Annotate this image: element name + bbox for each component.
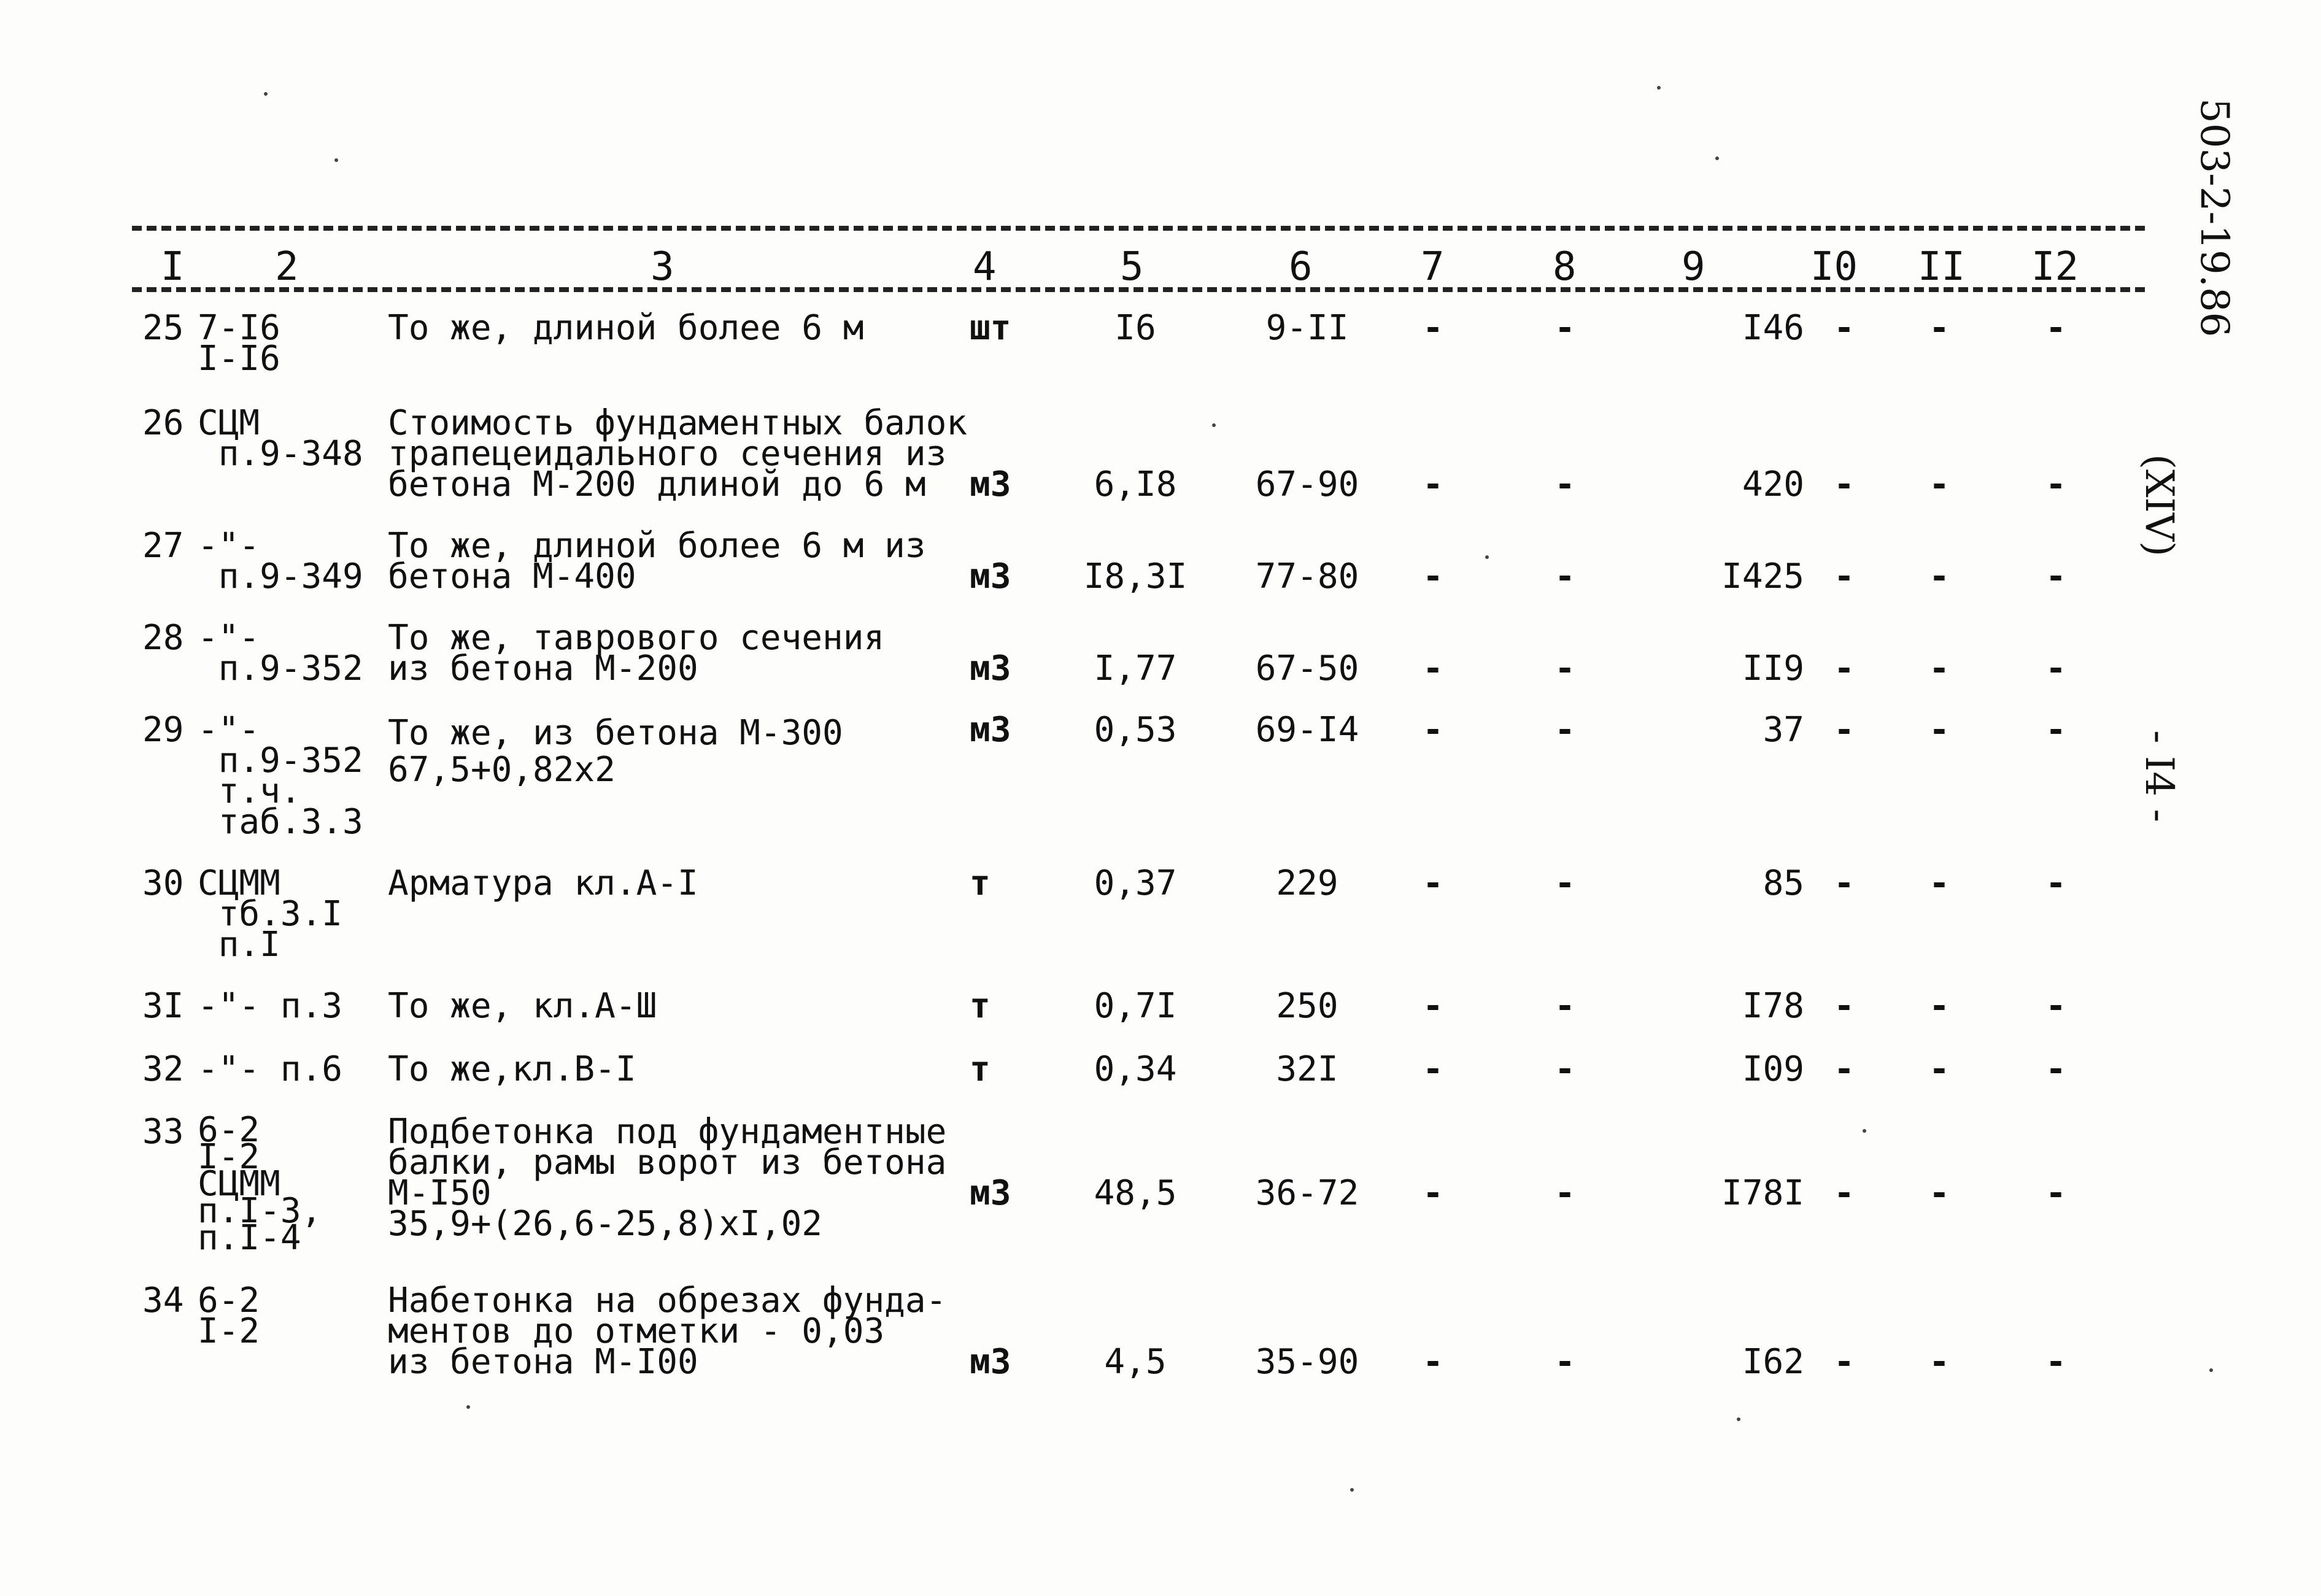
row-col7: - xyxy=(1423,1049,1443,1089)
row-col8: - xyxy=(1554,710,1575,750)
row-col12: - xyxy=(2045,649,2066,688)
row-number: 29 xyxy=(142,710,184,750)
row-col12: - xyxy=(2045,1342,2066,1382)
row-col12: - xyxy=(2045,863,2066,903)
row-col9: 85 xyxy=(1763,863,1804,903)
row-col8: - xyxy=(1554,1173,1575,1213)
col-header-2: 2 xyxy=(275,244,299,290)
row-col11: - xyxy=(1929,986,1950,1026)
row-col12: - xyxy=(2045,308,2066,348)
row-col11: - xyxy=(1929,1173,1950,1213)
scan-speck xyxy=(2209,1368,2213,1372)
row-quantity: I6 xyxy=(1114,308,1156,348)
row-col10: - xyxy=(1834,308,1855,348)
row-col7: - xyxy=(1423,557,1443,596)
row-description: То же, длиной более 6 м xyxy=(388,308,864,348)
row-number: 25 xyxy=(142,308,184,348)
row-col10: - xyxy=(1834,986,1855,1026)
table-top-rule xyxy=(132,226,2145,231)
row-col11: - xyxy=(1929,1049,1950,1089)
row-price: 229 xyxy=(1276,863,1338,903)
row-quantity: I,77 xyxy=(1094,649,1177,688)
row-code: -"- п.9-352 т.ч. таб.3.3 xyxy=(198,710,363,842)
row-code: -"- п.9-352 xyxy=(198,618,363,688)
scan-speck xyxy=(264,92,268,96)
row-unit: м3 xyxy=(970,710,1011,750)
row-price: 36-72 xyxy=(1255,1173,1359,1213)
scan-speck xyxy=(1350,1488,1354,1492)
row-col7: - xyxy=(1423,1173,1443,1213)
row-code: -"- п.9-349 xyxy=(198,526,363,596)
row-number: 32 xyxy=(142,1049,184,1089)
row-price: 69-I4 xyxy=(1255,710,1359,750)
row-col8: - xyxy=(1554,465,1575,504)
row-unit: шт xyxy=(970,308,1011,348)
row-col8: - xyxy=(1554,308,1575,348)
row-unit: м3 xyxy=(970,557,1011,596)
row-number: 26 xyxy=(142,403,184,443)
row-code: СЦМ п.9-348 xyxy=(198,403,363,474)
scan-speck xyxy=(1485,555,1489,559)
row-col7: - xyxy=(1423,863,1443,903)
row-quantity: 4,5 xyxy=(1104,1342,1167,1382)
row-col8: - xyxy=(1554,649,1575,688)
row-unit: т xyxy=(970,863,991,903)
margin-album-number: (XIV) xyxy=(2136,454,2182,557)
row-description: То же,кл.В-I xyxy=(388,1049,636,1089)
row-col7: - xyxy=(1423,465,1443,504)
scan-speck xyxy=(466,1405,470,1409)
row-code: -"- п.6 xyxy=(198,1049,343,1089)
row-col11: - xyxy=(1929,557,1950,596)
row-quantity: 0,53 xyxy=(1094,710,1177,750)
row-price: 32I xyxy=(1276,1049,1338,1089)
row-col9: 37 xyxy=(1763,710,1804,750)
row-description: То же, кл.А-Ш xyxy=(388,986,657,1026)
row-description: Набетонка на обрезах фунда- ментов до отметки - 0,03 из бетона М-I00 xyxy=(388,1281,947,1382)
row-description: То же, длиной более 6 м из бетона М-400 xyxy=(388,526,926,596)
col-header-4: 4 xyxy=(973,244,997,290)
row-unit: м3 xyxy=(970,465,1011,504)
row-col10: - xyxy=(1834,465,1855,504)
margin-page-number: - I4 - xyxy=(2136,730,2182,822)
col-header-10: I0 xyxy=(1810,244,1858,290)
col-header-7: 7 xyxy=(1421,244,1445,290)
row-col9: I46 xyxy=(1742,308,1804,348)
row-price: 250 xyxy=(1276,986,1338,1026)
scan-speck xyxy=(1212,423,1216,427)
row-col9: II9 xyxy=(1742,649,1804,688)
row-col11: - xyxy=(1929,1342,1950,1382)
row-col12: - xyxy=(2045,986,2066,1026)
row-col9: 420 xyxy=(1742,465,1804,504)
row-unit: м3 xyxy=(970,649,1011,688)
row-quantity: I8,3I xyxy=(1083,557,1188,596)
row-col8: - xyxy=(1554,557,1575,596)
row-description: Стоимость фундаментных балок трапецеидального сечения из бетона М-200 длиной до 6 м xyxy=(388,403,968,504)
col-header-9: 9 xyxy=(1682,244,1705,290)
row-col9: I425 xyxy=(1721,557,1804,596)
row-number: 34 xyxy=(142,1281,184,1320)
row-col10: - xyxy=(1834,557,1855,596)
row-unit: м3 xyxy=(970,1173,1011,1213)
row-code: -"- п.3 xyxy=(198,986,343,1026)
row-price: 67-90 xyxy=(1255,465,1359,504)
col-header-3: 3 xyxy=(651,244,674,290)
row-col9: I78 xyxy=(1742,986,1804,1026)
col-header-11: II xyxy=(1918,244,1966,290)
row-col11: - xyxy=(1929,308,1950,348)
row-price: 77-80 xyxy=(1255,557,1359,596)
row-col7: - xyxy=(1423,308,1443,348)
row-unit: м3 xyxy=(970,1342,1011,1382)
row-price: 35-90 xyxy=(1255,1342,1359,1382)
row-col10: - xyxy=(1834,710,1855,750)
row-number: 27 xyxy=(142,526,184,566)
row-code: 6-2 I-2 xyxy=(198,1281,260,1351)
col-header-6: 6 xyxy=(1289,244,1313,290)
row-col9: I78I xyxy=(1721,1173,1804,1213)
row-col9: I09 xyxy=(1742,1049,1804,1089)
row-col9: I62 xyxy=(1742,1342,1804,1382)
row-col12: - xyxy=(2045,557,2066,596)
row-col8: - xyxy=(1554,863,1575,903)
row-col7: - xyxy=(1423,710,1443,750)
row-col12: - xyxy=(2045,710,2066,750)
row-col11: - xyxy=(1929,649,1950,688)
row-unit: т xyxy=(970,1049,991,1089)
row-col10: - xyxy=(1834,649,1855,688)
col-header-12: I2 xyxy=(2031,244,2079,290)
col-header-1: I xyxy=(161,244,185,290)
row-number: 28 xyxy=(142,618,184,658)
row-quantity: 0,34 xyxy=(1094,1049,1177,1089)
row-col11: - xyxy=(1929,710,1950,750)
row-code: СЦММ тб.3.I п.I xyxy=(198,863,343,965)
scan-speck xyxy=(334,158,338,162)
row-price: 67-50 xyxy=(1255,649,1359,688)
row-col10: - xyxy=(1834,1173,1855,1213)
row-number: 33 xyxy=(142,1112,184,1152)
row-price: 9-II xyxy=(1265,308,1349,348)
row-number: 3I xyxy=(142,986,184,1026)
header-bottom-rule xyxy=(132,287,2145,292)
row-col8: - xyxy=(1554,1342,1575,1382)
col-header-5: 5 xyxy=(1120,244,1144,290)
row-quantity: 6,I8 xyxy=(1094,465,1177,504)
row-col10: - xyxy=(1834,863,1855,903)
row-col7: - xyxy=(1423,649,1443,688)
row-col7: - xyxy=(1423,986,1443,1026)
row-col10: - xyxy=(1834,1342,1855,1382)
row-quantity: 0,37 xyxy=(1094,863,1177,903)
row-col11: - xyxy=(1929,465,1950,504)
row-description: Подбетонка под фундаментные балки, рамы ворот из бетона М-I50 35,9+(26,6-25,8)хI,02 xyxy=(388,1112,947,1244)
row-number: 30 xyxy=(142,863,184,903)
row-col12: - xyxy=(2045,1049,2066,1089)
row-col10: - xyxy=(1834,1049,1855,1089)
row-col8: - xyxy=(1554,986,1575,1026)
row-unit: т xyxy=(970,986,991,1026)
row-code: 7-I6 I-I6 xyxy=(198,308,280,379)
row-col12: - xyxy=(2045,465,2066,504)
row-description: Арматура кл.А-I xyxy=(388,863,698,903)
row-description: То же, таврового сечения из бетона М-200 xyxy=(388,618,885,688)
row-col8: - xyxy=(1554,1049,1575,1089)
col-header-8: 8 xyxy=(1553,244,1577,290)
scan-speck xyxy=(1715,156,1719,160)
row-col12: - xyxy=(2045,1173,2066,1213)
row-description: То же, из бетона М-300 67,5+0,82х2 xyxy=(388,713,843,790)
row-code: 6-2 I-2 СЦММ п.I-3, п.I-4 xyxy=(198,1110,322,1258)
scan-speck xyxy=(1657,86,1661,90)
scan-speck xyxy=(1737,1417,1740,1421)
row-col7: - xyxy=(1423,1342,1443,1382)
row-col11: - xyxy=(1929,863,1950,903)
row-quantity: 0,7I xyxy=(1094,986,1177,1026)
row-quantity: 48,5 xyxy=(1094,1173,1177,1213)
scan-speck xyxy=(1863,1129,1866,1133)
margin-doc-code: 503-2-19.86 xyxy=(2192,98,2237,337)
